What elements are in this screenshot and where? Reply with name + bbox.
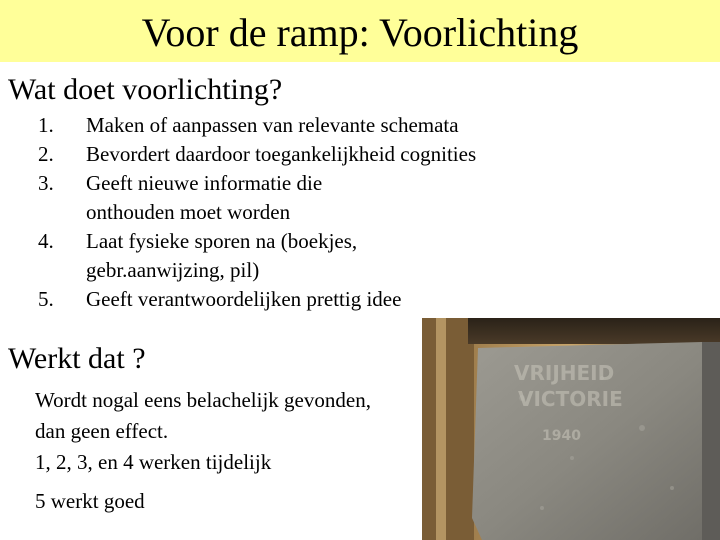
list-item <box>38 169 558 227</box>
plaque-inscription-line: VRIJHEID <box>514 361 615 385</box>
list-number: 4. <box>38 229 54 253</box>
list-text: Laat fysieke sporen na (boekjes, gebr.aanwijzing, pil) <box>86 229 358 282</box>
slide-title: Voor de ramp: Voorlichting <box>141 10 579 55</box>
list-item <box>38 111 558 140</box>
list-number: 3. <box>38 171 54 195</box>
title-bar <box>0 0 720 62</box>
stone-plaque-photo <box>422 318 720 540</box>
list-item <box>38 140 558 169</box>
list-number: 2. <box>38 142 54 166</box>
section-heading-werkt-dat: Werkt dat ? <box>8 342 146 375</box>
paragraph-tijdelijk: 1, 2, 3, en 4 werken tijdelijk <box>35 450 272 474</box>
paragraph-werkt-goed: 5 werkt goed <box>35 489 145 513</box>
paragraph-belachelijk: Wordt nogal eens belachelijk gevonden, dan geen effect. <box>35 388 371 443</box>
section-heading-voorlichting: Wat doet voorlichting? <box>8 73 283 106</box>
list-text: Geeft verantwoordelijken prettig idee <box>86 287 402 311</box>
plaque-inscription-line: 1940 <box>542 428 581 444</box>
list-item <box>38 227 558 285</box>
plaque-inscription-line: VICTORIE <box>518 387 623 411</box>
list-text: Bevordert daardoor toegankelijkheid cognities <box>86 142 477 166</box>
list-text: Geeft nieuwe informatie die onthouden moet worden <box>86 171 323 224</box>
list-number: 1. <box>38 113 54 137</box>
list-item <box>38 285 558 314</box>
list-text: Maken of aanpassen van relevante schemata <box>86 113 459 137</box>
numbered-list <box>38 111 558 314</box>
list-number: 5. <box>38 287 54 311</box>
